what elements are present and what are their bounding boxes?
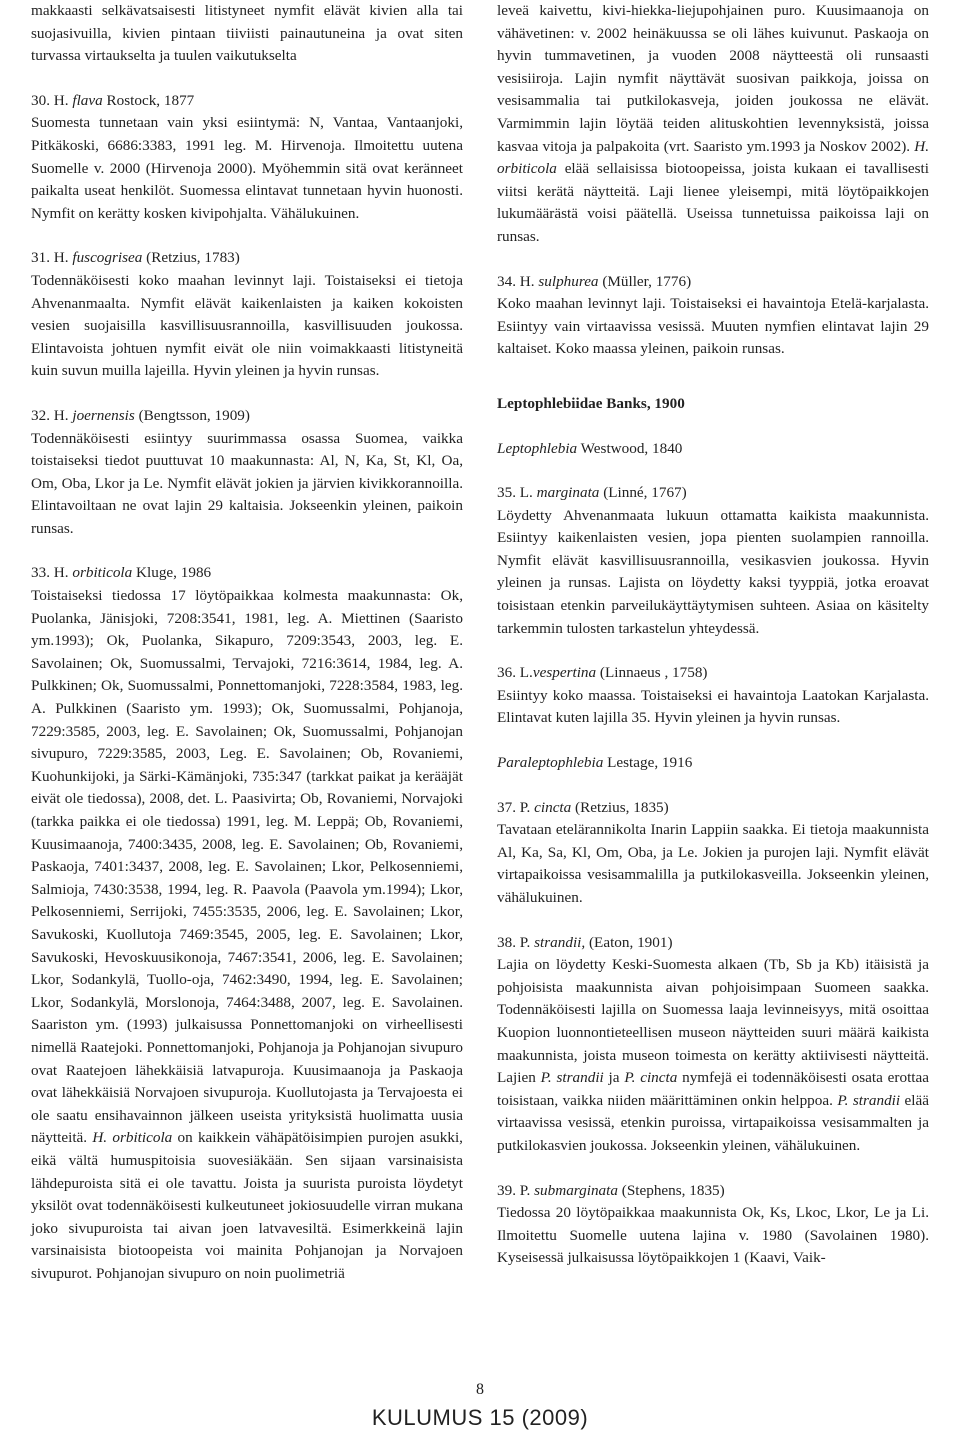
- entry-text: Tavataan etelärannikolta Inarin Lappiin saakka. Ei tietoja maakunnista Al, Ka, Sa, Kl, Om, Oba, ja Le. Jokien ja purojen laji. Nymfit elävät virtapaikoissa vesisammalilla ja putkilokasveilla. Jokseenkin yleinen, vähälukuinen.: [497, 821, 929, 906]
- species-name: cincta: [534, 798, 572, 816]
- entry-number: 30. H.: [31, 91, 73, 109]
- species-name: marginata: [536, 484, 600, 502]
- page-number: 8: [476, 1381, 484, 1398]
- species-name: fuscogrisea: [72, 249, 143, 267]
- entry-number: 32. H.: [31, 406, 73, 424]
- species-entry-34: [497, 271, 929, 361]
- journal-footer: KULUMUS 15 (2009): [371, 1405, 589, 1430]
- entry-number: 33. H.: [31, 564, 73, 582]
- continued-paragraph: leveä kaivettu, kivi-hiekka-liejupohjainen puro. Kuusimaanoja on vähävetinen: v. 2002 heinäkuussa se oli lähes kuivunut. Paskaoja on hyvin tummavetinen, ja vuoden 2008 näytteestä oli runsaasti vesisiiroja. Lajin nymfit näyttävät suosivan paikkoja, joissa on vesisammalia tai putkilokasveja, joiden joukossa ne elävät. Varmimmin lajin löytää teiden alituskohtien levennyksistä, joissa kasvaa vitoja ja palpakoita (vrt. Saaristo ym.1993 ja Noskov 2002). H. orbiticola elää sellaisissa biotoopeissa, joista kukaan ei tavallisesti viitsi kerätä näytteitä. Laji lienee yleisempi, mitä löytöpaikkojen lukumäärästä voisi päätellä. Useissa tunnetuissa paikoissa laji on runsas.: [497, 2, 929, 245]
- entry-number: 37. P.: [497, 798, 535, 816]
- entry-text: Lajia on löydetty Keski-Suomesta alkaen (Tb, Sb ja Kb) itäisistä ja pohjoisista maakunnista aivan pohjoisimpaan Suomeen saakka. Todennäköisesti lajilla on Suomessa laaja levinneisyys, mitä osoittaa Kuopion luonnontieteellisen museon näytteiden suuri määrä kaikista maakunnista, joista museon toimesta on kerätty aktiivisesti näytteitä. Lajien P. strandii ja P. cincta nymfejä ei todennäköisesti osata erottaa toisistaan, vaikka niiden määrittäminen onkin helppoa. P. strandii elää virtaavissa vesissä, etenkin puroissa, virtapaikoissa vesisammalten ja putkilokasvien joukossa. Jokseenkin yleinen, vähälukuinen.: [497, 956, 929, 1154]
- entry-number: 34. H.: [497, 272, 539, 290]
- entry-text: Esiintyy koko maassa. Toistaiseksi ei havaintoja Laatokan Karjalasta. Elintavat kuten lajilla 35. Hyvin yleinen ja hyvin runsas.: [497, 686, 929, 727]
- entry-number: 36. L.: [497, 664, 533, 682]
- species-author: (Eaton, 1901): [585, 933, 673, 951]
- species-name: flava: [72, 91, 103, 109]
- species-name: orbiticola: [72, 564, 133, 582]
- species-author: (Müller, 1776): [598, 272, 692, 290]
- entry-text: Tiedossa 20 löytöpaikkaa maakunnista Ok, Ks, Lkoc, Lkor, Le ja Li. Ilmoitettu Suomelle uutena lajina v. 1980 (Savolainen 1980). Kyseisessä julkaisussa löytöpaikkojen 1 (Kaavi, Vaik-: [497, 1204, 929, 1267]
- family-heading: Leptophlebiidae Banks, 1900: [497, 394, 685, 412]
- species-author: (Stephens, 1835): [617, 1181, 725, 1199]
- intro-paragraph: makkaasti selkävatsaisesti litistyneet nymfit elävät kivien alla tai suojasivuilla, kivien pintaan tiiviisti painautuneina ja ovat siten turvassa virtaukselta ja tuulen vaikutukselta: [31, 2, 463, 65]
- entry-text: Toistaiseksi tiedossa 17 löytöpaikkaa kolmesta maakunnasta: Ok, Puolanka, Jänisjoki, 7208:3541, 1981, leg. A. Miettinen (Saaristo ym.1993); Ok, Puolanka, Sikapuro, 7209:3543, 2003, leg. E. Savolainen; Ok, Suomussalmi, Tervajoki, 7216:3614, 1984, leg. A. Pulkkinen; Ok, Suomussalmi, Ponnettomanjoki, 7228:3584, 1983, leg. A. Pulkkinen (Saaristo ym. 1993); Ok, Suomussalmi, Pohjanoja, 7229:3585, 2003, leg. E. Savolainen; Ok, Suomussalmi, Pohjanojan sivupuro, 7229:3585, 2003, Leg. E. Savolainen; Ob, Rovaniemi, Kuohunkijoki, ja Särki-Kämänjoki, 735:347 (tarkkat paikat ja kerääjät eivät ole tiedossa), 2008, det. L. Paasivirta; Ob, Rovaniemi, Norvajoki (tarkka paikka ei ole tiedossa) 1991, leg. M. Leppä; Ob, Rovaniemi, Kuusimaanoja, 7400:3435, 2008, leg. E. Savolainen; Ob, Rovaniemi, Paskaoja, 7401:3437, 2008, leg. E. Savolainen; Lkor, Pelkosenniemi, Salmioja, 7430:3538, 1994, leg. R. Paavola (Paavola ym.1994); Lkor, Pelkosenniemi, Serrijoki, 7455:3535, 2006, leg. E. Savolainen; Lkor, Savukoski, Kuollutoja 7469:3545, 2005, leg. E. Savolainen; Lkor, Savukoski, Hevoskuusikonoja, 7467:3541, 2006, leg. E. Savolainen; Lkor, Sodankylä, Tuollo-oja, 7462:3490, 1994, leg. E. Savolainen; Lkor, Sodankylä, Morslonoja, 7464:3488, 2007, leg. E. Savolainen. Saariston ym. (1993) julkaisussa Ponnettomanjoki on virheellisesti nimellä Raatejoki. Ponnettomanjoki, Pohjanoja ja Pohjanojan sivupuro ovat Raatejoen lähekkäisiä latvapuroja. Kuusimaanoja ja Paskaoja ovat lähekkäisiä Norvajoen sivupuroja. Kuollutojasta ja Tervajoesta ei ole saatu ensihavainnon jälkeen useista yrityksistä huolimatta uusia näytteitä. H. orbiticola on kaikkein vähäpätöisimpien purojen asukki, eikä vältä humuspitoisia suovesiäkään. Sen sijaan varsinaisista lähdepuroista sitä ei ole tavattu. Joista ja suurista puroista löydetyt yksilöt ovat todennäköisesti kulkeutuneet jokiosuudelle virran mukana joko sivupuroista tai aivan joen latvavesiltä. Esimerkkeinä lajin varsinaisista biotoopeista voi mainita Pohjanojan ja Norvajoen sivupurot. Pohjanojan sivupuro on noin puolimetriä: [31, 587, 463, 1282]
- species-entry-32: [31, 405, 463, 541]
- entry-number: 35. L.: [497, 484, 537, 502]
- species-entry-38: [497, 932, 929, 1158]
- species-name: joernensis: [72, 406, 135, 424]
- species-name: sulphurea: [538, 272, 599, 290]
- species-author: Rostock, 1877: [102, 91, 195, 109]
- genus-author: Westwood, 1840: [577, 439, 683, 457]
- species-entry-31: [31, 247, 463, 383]
- entry-text: Löydetty Ahvenanmaata lukuun ottamatta kaikista maakunnista. Esiintyy kaikenlaisten vesien, jopa pienten suolampien rannoilla. Nymfit elävät kasvillisuusrannoilla, vesikasvien joukossa. Hyvin yleinen ja runsas. Lajista on löydetty kaksi tyyppiä, jotka eroavat toisistaan etenkin parveilukäyttäytymisen suhteen. Asiaa on käsitelty tarkemmin tulosten tarkastelun yhteydessä.: [497, 506, 929, 637]
- species-author: (Retzius, 1783): [142, 249, 240, 267]
- species-name: vespertina: [532, 664, 597, 682]
- genus-heading: [497, 752, 929, 775]
- genus-author: Lestage, 1916: [603, 754, 693, 772]
- entry-number: 31. H.: [31, 249, 73, 267]
- entry-number: 38. P.: [497, 933, 535, 951]
- species-author: (Linné, 1767): [599, 484, 687, 502]
- entry-number: 39. P.: [497, 1181, 535, 1199]
- genus-heading: [497, 438, 929, 461]
- genus-name: Paraleptophlebia: [497, 754, 604, 772]
- left-column: [31, 0, 463, 1285]
- species-name-inline: H. orbiticola: [497, 137, 929, 178]
- species-entry-33: [31, 562, 463, 1285]
- species-author: (Bengtsson, 1909): [134, 406, 250, 424]
- species-name: strandii,: [534, 933, 586, 951]
- species-entry-36: [497, 662, 929, 730]
- species-name-inline: H. orbiticola: [92, 1129, 173, 1147]
- species-name: submarginata: [534, 1181, 618, 1199]
- entry-text: Todennäköisesti koko maahan levinnyt laji. Toistaiseksi ei tietoja Ahvenanmaalta. Nymfit elävät kaikenlaisten ja kaiken kokoisten vesien suojaisilla kasvillisuusrannoilla, kasvillisuuden joukossa. Elintavoista johtuen nymfit eivät ole niin voimakkaasti litistyneitä kuin suvun muilla lajeilla. Hyvin yleinen ja hyvin runsas.: [31, 271, 463, 380]
- entry-text: Todennäköisesti esiintyy suurimmassa osassa Suomea, vaikka toistaiseksi tiedot puuttuvat 10 maakunnasta: Al, N, Ka, St, Kl, Oa, Om, Oba, Lkor ja Le. Nymfit elävät jokien ja järvien kivikkorannoilla. Elintavoiltaan ne ovat lajin 29 kaltaisia. Jokseenkin yleinen, paikoin runsas.: [31, 429, 463, 537]
- species-author: (Retzius, 1835): [571, 798, 669, 816]
- species-author: (Linnaeus , 1758): [596, 664, 708, 682]
- entry-text: Suomesta tunnetaan vain yksi esiintymä: N, Vantaa, Vantaanjoki, Pitkäkoski, 6686:3383, 1991 leg. M. Hirvenoja. Ilmoitettu uutena Suomelle v. 2000 (Hirvenoja 2000). Myöhemmin sitä ovat keränneet paikalta useat henkilöt. Suomessa elintavat tunnetaan hyvin huonosti. Nymfit on kerätty kosken kivipohjalta. Vähälukuinen.: [31, 114, 463, 222]
- species-entry-39: [497, 1180, 929, 1270]
- genus-name: Leptophlebia: [497, 439, 578, 457]
- species-author: Kluge, 1986: [132, 564, 212, 582]
- species-entry-35: [497, 482, 929, 640]
- species-entry-37: [497, 797, 929, 910]
- entry-text: Koko maahan levinnyt laji. Toistaiseksi ei havaintoja Etelä-karjalasta. Esiintyy vain virtaavissa vesissä. Muuten nymfien elintavat lajin 29 kaltaiset. Koko maassa yleinen, paikoin runsas.: [497, 295, 929, 358]
- right-column: [497, 0, 929, 1270]
- species-entry-30: [31, 90, 463, 226]
